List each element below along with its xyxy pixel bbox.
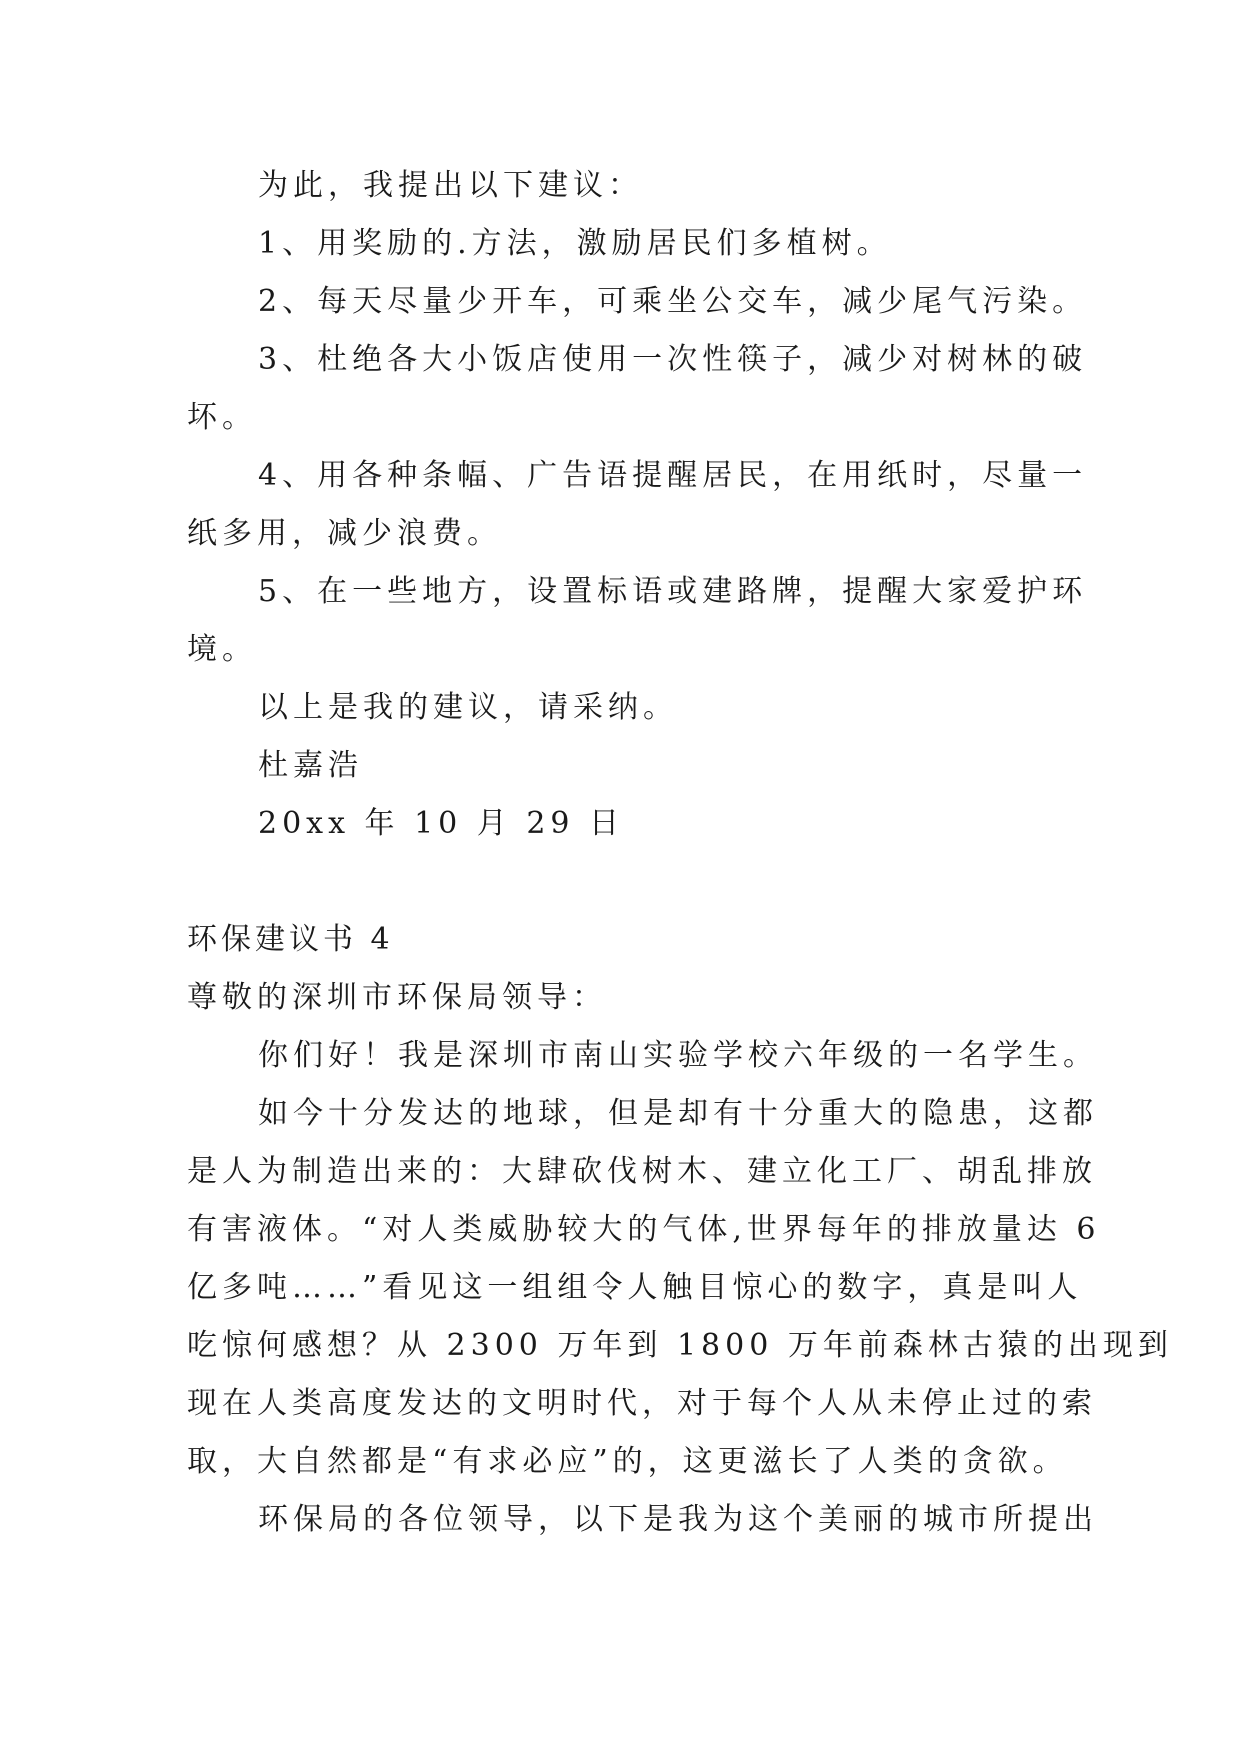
body-paragraph-2-line-1: 环保局的各位领导，以下是我为这个美丽的城市所提出	[258, 1502, 1098, 1537]
suggestion-4-line-1: 4、用各种条幅、广告语提醒居民，在用纸时，尽量一	[258, 458, 1088, 493]
suggestion-3-line-1: 3、杜绝各大小饭店使用一次性筷子，减少对树林的破	[258, 342, 1088, 377]
closing-text: 以上是我的建议，请采纳。	[258, 690, 678, 725]
suggestion-1: 1、用奖励的.方法，激励居民们多植树。	[258, 226, 892, 261]
letter-date: 20xx 年 10 月 29 日	[258, 806, 625, 841]
suggestion-5-line-1: 5、在一些地方，设置标语或建路牌，提醒大家爱护环	[258, 574, 1088, 609]
greeting: 你们好！我是深圳市南山实验学校六年级的一名学生。	[258, 1038, 1098, 1073]
suggestion-5-line-2: 境。	[187, 632, 257, 667]
body-paragraph-line-5: 吃惊何感想？从 2300 万年到 1800 万年前森林古猿的出现到	[187, 1328, 1173, 1363]
author-signature: 杜嘉浩	[258, 748, 363, 783]
section-title: 环保建议书 4	[187, 922, 394, 957]
suggestion-4-line-2: 纸多用，减少浪费。	[187, 516, 502, 551]
suggestion-3-line-2: 坏。	[187, 400, 257, 435]
body-paragraph-line-6: 现在人类高度发达的文明时代，对于每个人从未停止过的索	[187, 1386, 1097, 1421]
body-paragraph-line-2: 是人为制造出来的：大肆砍伐树木、建立化工厂、胡乱排放	[187, 1154, 1097, 1189]
salutation: 尊敬的深圳市环保局领导：	[187, 980, 607, 1015]
body-paragraph-line-4: 亿多吨……”看见这一组组令人触目惊心的数字，真是叫人	[187, 1270, 1083, 1305]
paragraph-intro: 为此，我提出以下建议：	[258, 168, 643, 203]
body-paragraph-line-1: 如今十分发达的地球，但是却有十分重大的隐患，这都	[258, 1096, 1098, 1131]
body-paragraph-line-7: 取，大自然都是“有求必应”的，这更滋长了人类的贪欲。	[187, 1444, 1068, 1479]
suggestion-2: 2、每天尽量少开车，可乘坐公交车，减少尾气污染。	[258, 284, 1088, 319]
body-paragraph-line-3: 有害液体。“对人类威胁较大的气体,世界每年的排放量达 6	[187, 1212, 1101, 1247]
